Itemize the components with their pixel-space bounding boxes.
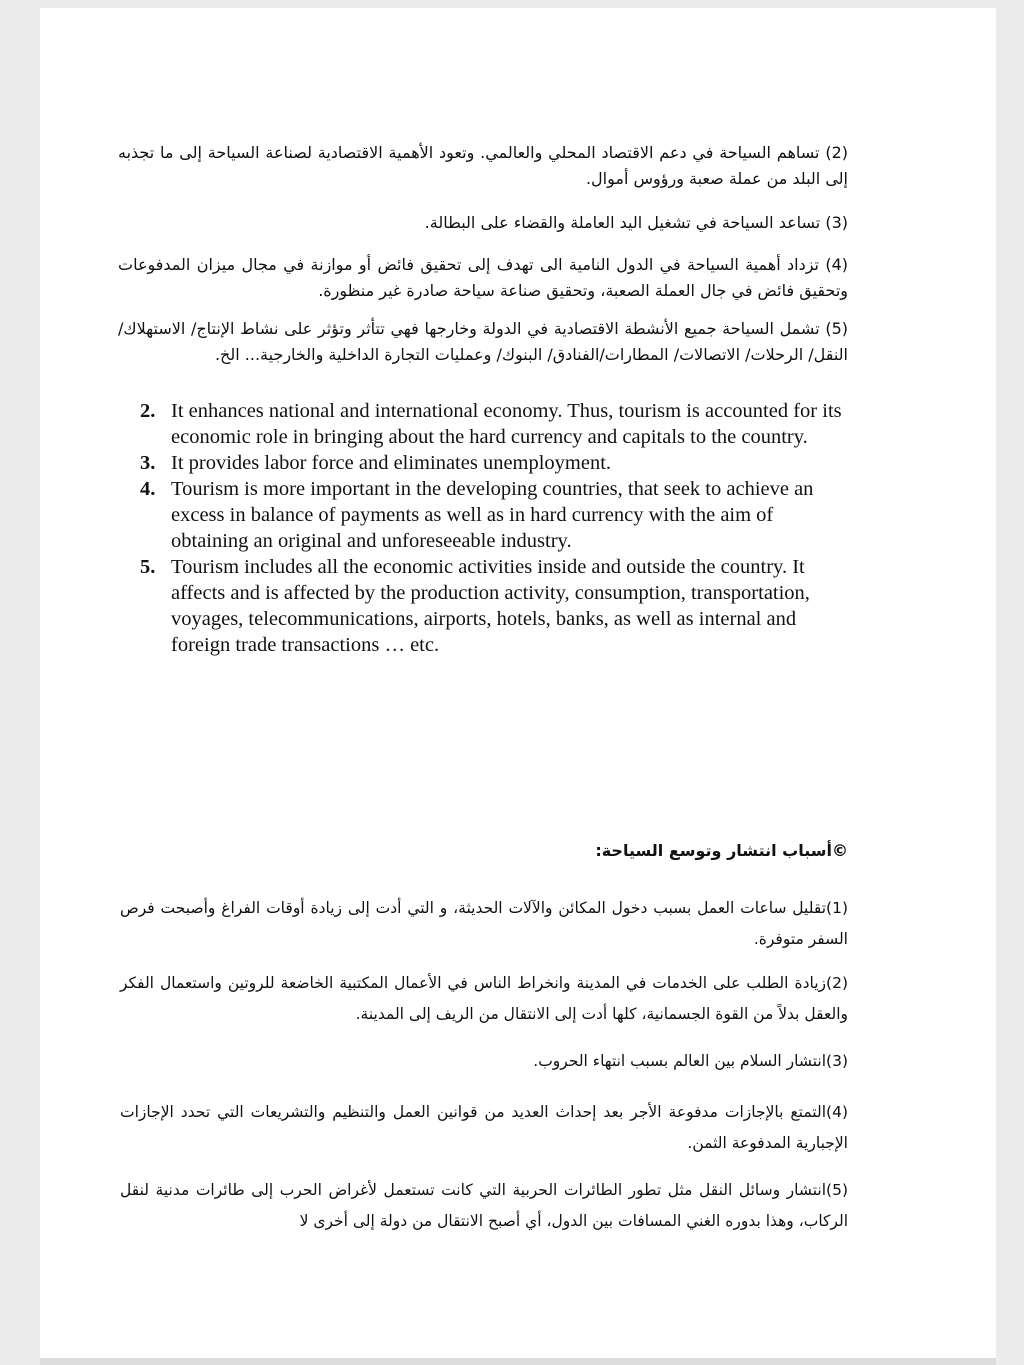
cause-2: (2)زيادة الطلب على الخدمات في المدينة وانخراط الناس في الأعمال المكتبية الخاضعة للروتين واستعمال الفكر والعقل بدلاً من القوة الجسمانية، كلها أدت إلى الانتقال من الريف إلى المدينة. (120, 974, 848, 1023)
causes-heading: ©أسباب انتشار وتوسع السياحة: (595, 841, 848, 860)
arabic-point-5: (5) تشمل السياحة جميع الأنشطة الاقتصادية في الدولة وخارجها فهي تتأثر وتؤثر على نشاط الإنتاج/ الاستهلاك/ النقل/ الرحلات/ الاتصالات/ المطارات/الفنادق/ البنوك/ وعمليات التجارة الداخلية والخارجية... الخ. (118, 319, 848, 364)
arabic-point-2: (2) تساهم السياحة في دعم الاقتصاد المحلي والعالمي. وتعود الأهمية الاقتصادية لصناعة السياحة إلى ما تجذبه إلى البلد من عملة صعبة ورؤوس أموال. (118, 143, 848, 188)
page-bottom-edge (40, 1358, 996, 1365)
list-item (140, 554, 850, 658)
arabic-point-4: (4) تزداد أهمية السياحة في الدول النامية الى تهدف إلى تحقيق فائض أو موازنة في مجال ميزان المدفوعات وتحقيق فائض في جال العملة الصعبة، وتحقيق صناعة سياحة صادرة غير منظورة. (118, 255, 848, 300)
list-item-number: 4. (140, 478, 156, 500)
cause-5: (5)انتشار وسائل النقل مثل تطور الطائرات الحربية التي كانت تستعمل لأغراض الحرب إلى طائرات مدنية لنقل الركاب، وهذا بدوره الغني المسافات بين الدول، أي أصبح الانتقال من دولة إلى أخرى لا (120, 1181, 848, 1230)
english-list (140, 398, 850, 658)
list-item-text: Tourism includes all the economic activities inside and outside the country. It affects and is affected by the production activity, consumption, transportation, voyages, telecommunications, airports, hotels, banks, as well as internal and foreign trade transactions … etc. (171, 556, 810, 656)
list-item-text: It provides labor force and eliminates unemployment. (171, 452, 612, 474)
list-item (140, 476, 850, 554)
list-item-text: Tourism is more important in the developing countries, that seek to achieve an excess in balance of payments as well as in hard currency with the aim of obtaining an original and unforeseeable industry. (171, 478, 814, 552)
cause-3: (3)انتشار السلام بين العالم بسبب انتهاء الحروب. (533, 1052, 848, 1070)
list-item-number: 5. (140, 556, 156, 578)
arabic-point-3: (3) تساعد السياحة في تشغيل اليد العاملة والقضاء على البطالة. (424, 213, 848, 232)
cause-1: (1)تقليل ساعات العمل بسبب دخول المكائن والآلات الحديثة، و التي أدت إلى زيادة أوقات الفراغ وأصبحت فرص السفر متوفرة. (120, 899, 848, 948)
list-item-number: 2. (140, 400, 156, 422)
cause-4: (4)التمتع بالإجازات مدفوعة الأجر بعد إحداث العديد من قوانين العمل والتنظيم والتشريعات التي تحدد الإجازات الإجبارية المدفوعة الثمن. (120, 1103, 848, 1152)
list-item (140, 450, 850, 476)
list-item-number: 3. (140, 452, 156, 474)
list-item (140, 398, 850, 450)
list-item-text: It enhances national and international economy. Thus, tourism is accounted for its economic role in bringing about the hard currency and capitals to the country. (171, 400, 842, 448)
